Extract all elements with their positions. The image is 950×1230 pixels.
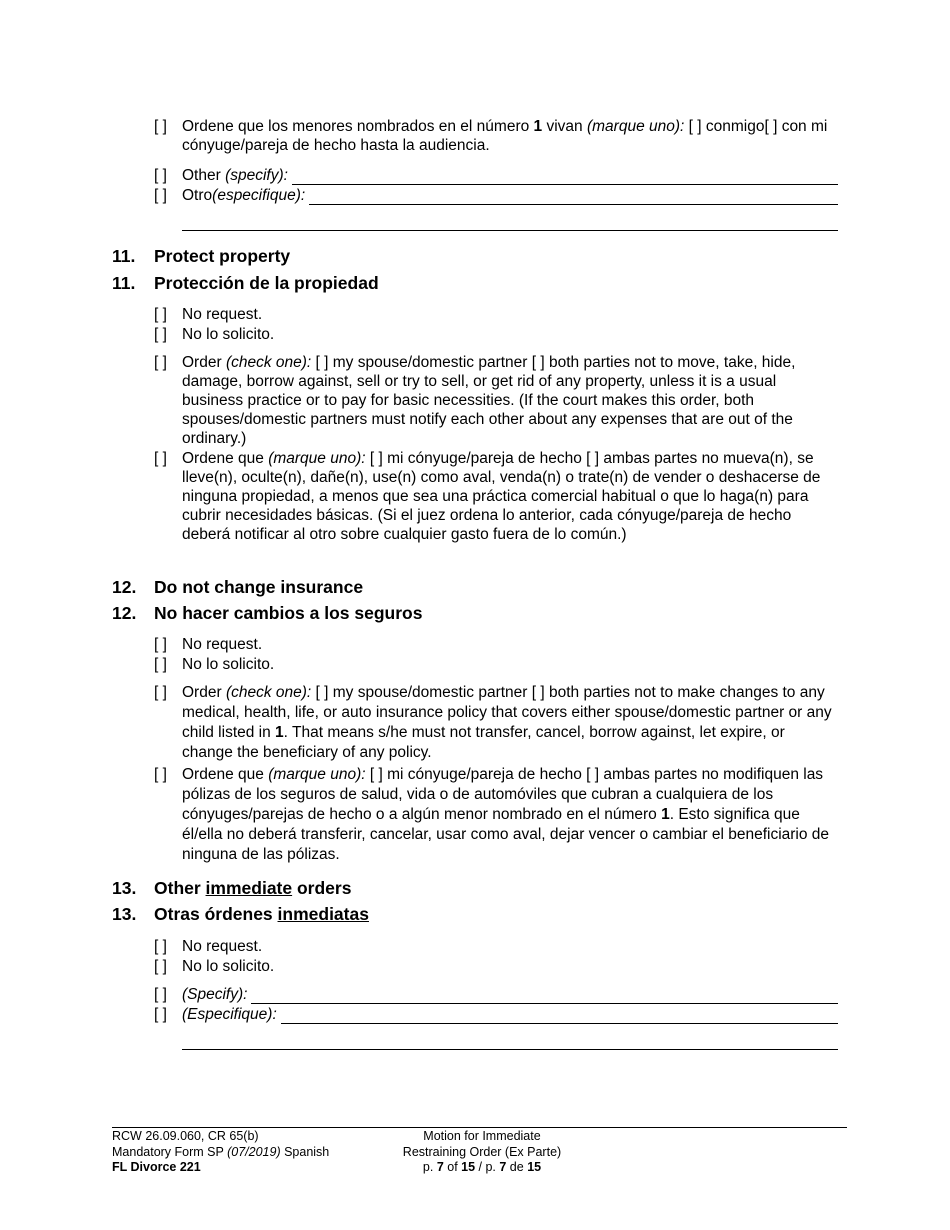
section-13-heading-en: 13. Other immediate orders [112, 878, 352, 898]
especifique-field[interactable] [281, 1008, 838, 1024]
footer-form-title: Motion for Immediate Restraining Order (Ex Parte) p. 7 of 15 / p. 7 de 15 [392, 1129, 572, 1176]
checkbox[interactable]: [ ] [154, 684, 167, 701]
form-page: [ ] Ordene que los menores nombrados en el número 1 vivan (marque uno): [ ] conmigo[ ] con mi cónyuge/pareja de hecho hasta la audiencia. [ ] Other (specify): [ ] Otro(especifique): 11. Protect property 11. Protección de la propiedad [ ] No request. [ ] No lo solicito. [ ] Order (check one): [ ] my spouse/domestic partner [ ] both parties not to move, take, hide, damage, borrow against, sell or try to sell, or get rid of any property, unless it is a usual business practice or to pay for basic necessities. (If the court makes this order, both spouses/domestic partners must notify each other about any expenses that are out of the ordinary.) [ ] Ordene que (marque uno): [ ] mi cónyuge/pareja de hecho [ ] ambas partes no mueva(n), se lleve(n), oculte(n), dañe(n), use(n) como aval, venda(n) o trate(n) de vender o deshacerse de ninguna propiedad, a menos que sea una práctica comercial habitual o que lo haga(n) para cubrir necesidades básicas. (Si el juez ordena lo anterior, cada cónyuge/pareja de hecho deberá notificar al otro sobre cualquier gasto fuera de lo común.) 12. Do not change insurance 12. No hacer cambios a los seguros [ ] No request. [ ] No lo solicito. [ ] Order (check one): [ ] my spouse/domestic partner [ ] both parties not to make changes to any medical, health, life, or auto insurance policy that covers either spouse/domestic partner or any child listed in 1. That means s/he must not transfer, cancel, borrow against, let expire, or change the beneficiary of any policy. [ ] Ordene que (marque uno): [ ] mi cónyuge/pareja de hecho [ ] ambas partes no modifiquen las pólizas de los seguros de salud, vida o de automóviles que cubran a cualquiera de los cónyuges/parejas de hecho o a algún menor nombrado en el número 1. Esto significa que él/ella no deberá transferir, cancelar, usar como aval, dejar vencer o cambiar el beneficiario de ninguna de las pólizas. 13. Other immediate orders 13. Otras órdenes inmediatas [ ] No request. [ ] No lo solicito. [ ] (Specify): [ ] (Especifique): RCW 26.09.060, CR 65(b) Mandatory Form SP (07/2019) Spanish FL Divorce 221 Motion for Immediate Restraining Order (Ex Parte) p. 7 of 15 / p. 7 de 15 [0, 0, 950, 1230]
checkbox[interactable]: [ ] [154, 306, 167, 323]
checkbox[interactable]: [ ] [154, 958, 167, 975]
blank-line[interactable] [182, 1049, 838, 1050]
section-11-heading-en: 11. Protect property [112, 246, 291, 266]
other-specify-field[interactable] [292, 169, 838, 185]
section-12-heading-es: 12. No hacer cambios a los seguros [112, 603, 423, 623]
checkbox[interactable]: [ ] [154, 766, 167, 783]
footer-form-info: RCW 26.09.060, CR 65(b) Mandatory Form SP (07/2019) Spanish FL Divorce 221 [112, 1129, 330, 1174]
otro-especifique-field[interactable] [309, 189, 838, 205]
checkbox[interactable]: [ ] [154, 656, 167, 673]
page-number: p. 7 of 15 / p. 7 de 15 [422, 1160, 542, 1174]
checkbox[interactable]: [ ] [154, 1006, 167, 1023]
section-13-heading-es: 13. Otras órdenes inmediatas [112, 904, 369, 924]
section-11-heading-es: 11. Protección de la propiedad [112, 273, 379, 293]
checkbox[interactable]: [ ] [154, 450, 167, 467]
option-text: Ordene que los menores nombrados en el número 1 vivan (marque uno): [ ] conmigo[ ] con mi cónyuge/pareja de hecho hasta la audiencia. [182, 118, 828, 154]
footer-rule [112, 1127, 847, 1128]
blank-line[interactable] [182, 230, 838, 231]
checkbox[interactable]: [ ] [154, 187, 167, 204]
checkbox[interactable]: [ ] [154, 636, 167, 653]
specify-field[interactable] [251, 988, 838, 1004]
checkbox[interactable]: [ ] [154, 326, 167, 343]
checkbox[interactable]: [ ] [154, 938, 167, 955]
checkbox[interactable]: [ ] [154, 167, 167, 184]
checkbox[interactable]: [ ] [154, 118, 167, 135]
checkbox[interactable]: [ ] [154, 986, 167, 1003]
section-12-heading-en: 12. Do not change insurance [112, 577, 364, 597]
checkbox[interactable]: [ ] [154, 354, 167, 371]
